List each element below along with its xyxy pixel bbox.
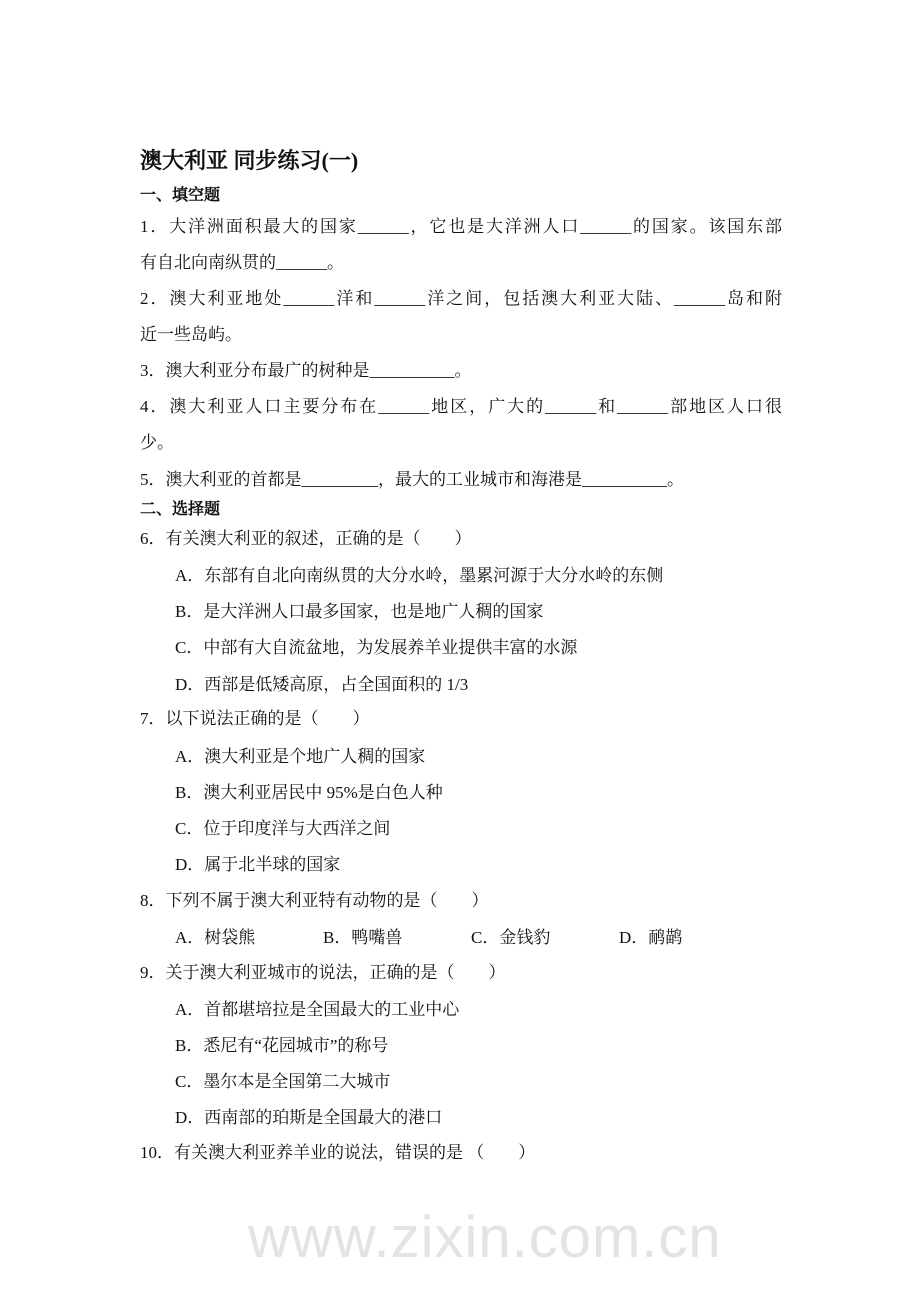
watermark: www.zixin.com.cn (248, 1205, 722, 1270)
question-9-stem: 9．关于澳大利亚城市的说法，正确的是（ ） (140, 963, 506, 982)
question-6-option-c: C．中部有大自流盆地，为发展养羊业提供丰富的水源 (175, 638, 578, 657)
question-6-option-b: B．是大洋洲人口最多国家，也是地广人稠的国家 (175, 602, 544, 621)
question-9-option-a: A．首都堪培拉是全国最大的工业中心 (175, 1000, 460, 1019)
question-3: 3．澳大利亚分布最广的树种是__________。 (140, 361, 472, 380)
question-8-option-c: C．金钱豹 (471, 928, 551, 947)
question-8-options (175, 928, 767, 948)
question-9-option-d: D．西南部的珀斯是全国最大的港口 (175, 1108, 443, 1127)
question-4-line-2: 少。 (140, 433, 174, 452)
page-title: 澳大利亚 同步练习(一) (140, 148, 359, 173)
question-7-stem: 7．以下说法正确的是（ ） (140, 709, 370, 728)
question-7-option-b: B．澳大利亚居民中 95%是白色人种 (175, 783, 443, 802)
question-1-line-1: 1．大洋洲面积最大的国家______，它也是大洋洲人口______的国家。该国东部 (140, 217, 782, 236)
question-2-line-1: 2．澳大利亚地处______洋和______洋之间，包括澳大利亚大陆、______岛和附 (140, 289, 782, 308)
question-6-option-a: A．东部有自北向南纵贯的大分水岭，墨累河源于大分水岭的东侧 (175, 566, 664, 585)
question-6-option-d: D．西部是低矮高原，占全国面积的 1/3 (175, 675, 469, 694)
question-4-line-1: 4．澳大利亚人口主要分布在______地区，广大的______和______部地区人口很 (140, 397, 782, 416)
section-heading-fill-in: 一、填空题 (140, 187, 221, 204)
question-7-option-c: C．位于印度洋与大西洋之间 (175, 819, 391, 838)
question-8-option-a: A．树袋熊 (175, 928, 256, 947)
question-8-stem: 8．下列不属于澳大利亚特有动物的是（ ） (140, 891, 489, 910)
question-7-option-d: D．属于北半球的国家 (175, 855, 341, 874)
question-1-line-2: 有自北向南纵贯的______。 (140, 253, 344, 272)
question-2-line-2: 近一些岛屿。 (140, 325, 242, 344)
question-9-option-c: C．墨尔本是全国第二大城市 (175, 1072, 391, 1091)
question-10-stem: 10．有关澳大利亚养羊业的说法，错误的是 （ ） (140, 1143, 536, 1162)
question-9-option-b: B．悉尼有“花园城市”的称号 (175, 1036, 389, 1055)
question-8-option-d: D．鸸鹋 (619, 928, 683, 947)
question-5: 5．澳大利亚的首都是_________，最大的工业城市和海港是__________。 (140, 470, 684, 489)
question-7-option-a: A．澳大利亚是个地广人稠的国家 (175, 747, 426, 766)
question-8-option-b: B．鸭嘴兽 (323, 928, 403, 947)
section-heading-choice: 二、选择题 (140, 501, 221, 518)
question-6-stem: 6．有关澳大利亚的叙述，正确的是（ ） (140, 529, 472, 548)
